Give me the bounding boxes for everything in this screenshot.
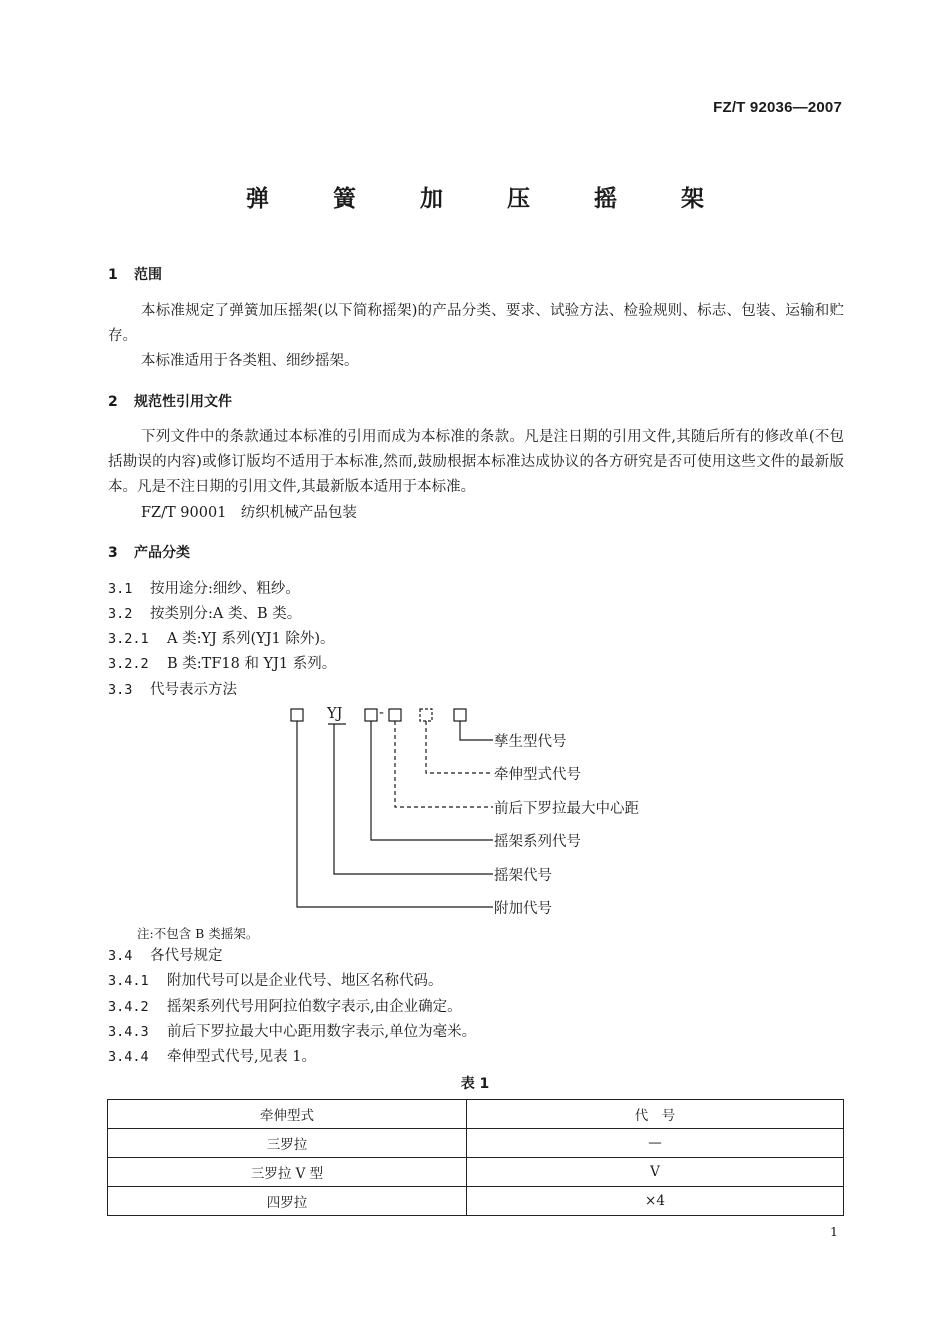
- section-2-number: 2: [108, 394, 118, 410]
- label-series-code: 摇架系列代号: [494, 834, 581, 850]
- table-row: [108, 1129, 844, 1158]
- section-1-paragraph-1: 本标准规定了弹簧加压摇架(以下简称摇架)的产品分类、要求、试验方法、检验规则、标志、包装、运输和贮存。: [108, 303, 844, 344]
- clause-text: A 类:YJ 系列(YJ1 除外)。: [167, 631, 335, 647]
- label-derived-type-code: 孳生型代号: [494, 734, 567, 750]
- page-number: 1: [830, 1224, 838, 1239]
- table-header-row: [108, 1100, 844, 1129]
- clause-3-4: [108, 944, 223, 969]
- clause-number: 3.4.4: [108, 1049, 149, 1065]
- table-cell: 四罗拉: [108, 1187, 467, 1216]
- clause-3-4-1: [108, 969, 443, 994]
- section-1-paragraph-2: 本标准适用于各类粗、细纱摇架。: [141, 353, 359, 369]
- section-2-heading: [108, 391, 232, 411]
- label-roller-max-distance: 前后下罗拉最大中心距: [494, 801, 639, 817]
- clause-number: 3.1: [108, 581, 133, 597]
- standard-code: FZ/T 92036—2007: [713, 99, 842, 116]
- section-2-paragraph-1: 下列文件中的条款通过本标准的引用而成为本标准的条款。凡是注日期的引用文件,其随后所有的修改单(不包括勘误的内容)或修订版均不适用于本标准,然而,鼓励根据本标准达成协议的各方研究是否可使用这些文件的最新版本。凡是不注日期的引用文件,其最新版本适用于本标准。: [108, 429, 844, 495]
- yj-code: YJ: [327, 706, 343, 722]
- clause-text: 牵伸型式代号,见表 1。: [167, 1049, 316, 1065]
- clause-3-4-3: [108, 1020, 476, 1045]
- clause-number: 3.4.3: [108, 1024, 149, 1040]
- table-cell: ×4: [467, 1187, 844, 1216]
- box-series-code: [365, 709, 377, 721]
- table-cell: V: [467, 1158, 844, 1187]
- clause-text: 各代号规定: [150, 948, 223, 964]
- clause-text: 前后下罗拉最大中心距用数字表示,单位为毫米。: [167, 1024, 477, 1040]
- clause-3-4-4: [108, 1045, 316, 1070]
- box-drafting-type: [420, 709, 432, 721]
- clause-number: 3.3: [108, 682, 133, 698]
- section-3-number: 3: [108, 545, 118, 561]
- table-header-cell: 牵伸型式: [108, 1100, 467, 1129]
- clause-number: 3.4.2: [108, 999, 149, 1015]
- code-dash: -: [379, 705, 384, 721]
- clause-text: 按用途分:细纱、粗纱。: [150, 581, 300, 597]
- clause-text: 附加代号可以是企业代号、地区名称代码。: [167, 973, 443, 989]
- section-1-title: 范围: [134, 267, 162, 283]
- clause-number: 3.4.1: [108, 973, 149, 989]
- clause-3-4-2: [108, 995, 462, 1020]
- clause-3-2-2: [108, 652, 336, 677]
- clause-text: 按类别分:A 类、B 类。: [150, 606, 302, 622]
- label-drafting-type-code: 牵伸型式代号: [494, 767, 581, 783]
- clause-number: 3.2.1: [108, 631, 149, 647]
- table-row: [108, 1187, 844, 1216]
- label-additional-code: 附加代号: [494, 901, 552, 917]
- clause-number: 3.4: [108, 948, 133, 964]
- clause-text: 摇架系列代号用阿拉伯数字表示,由企业确定。: [167, 999, 462, 1015]
- table-cell: —: [467, 1129, 844, 1158]
- clause-number: 3.2: [108, 606, 133, 622]
- table-1: [107, 1099, 844, 1216]
- code-designation-diagram: [280, 700, 700, 925]
- box-derived-type: [454, 709, 466, 721]
- clause-text: 代号表示方法: [150, 682, 237, 698]
- clause-3-3: [108, 678, 237, 703]
- box-additional-code: [291, 709, 303, 721]
- diagram-note: 注:不包含 B 类摇架。: [137, 926, 259, 941]
- table-header-cell: 代 号: [467, 1100, 844, 1129]
- box-roller-distance: [389, 709, 401, 721]
- table-cell: 三罗拉 V 型: [108, 1158, 467, 1187]
- table-1-caption: 表 1: [460, 1076, 490, 1092]
- clause-text: B 类:TF18 和 YJ1 系列。: [167, 656, 337, 672]
- label-weighting-arm-code: 摇架代号: [494, 868, 552, 884]
- section-3-heading: [108, 542, 190, 562]
- normative-reference: FZ/T 90001 纺织机械产品包装: [141, 505, 357, 521]
- clause-3-2: [108, 602, 301, 627]
- section-1-heading: [108, 264, 162, 284]
- document-title: 弹 簧 加 压 摇 架: [245, 186, 733, 212]
- section-1-number: 1: [108, 267, 118, 283]
- table-cell: 三罗拉: [108, 1129, 467, 1158]
- clause-3-1: [108, 577, 300, 602]
- clause-number: 3.2.2: [108, 656, 149, 672]
- section-3-title: 产品分类: [134, 545, 190, 561]
- section-2-title: 规范性引用文件: [134, 394, 232, 410]
- table-row: [108, 1158, 844, 1187]
- clause-3-2-1: [108, 627, 335, 652]
